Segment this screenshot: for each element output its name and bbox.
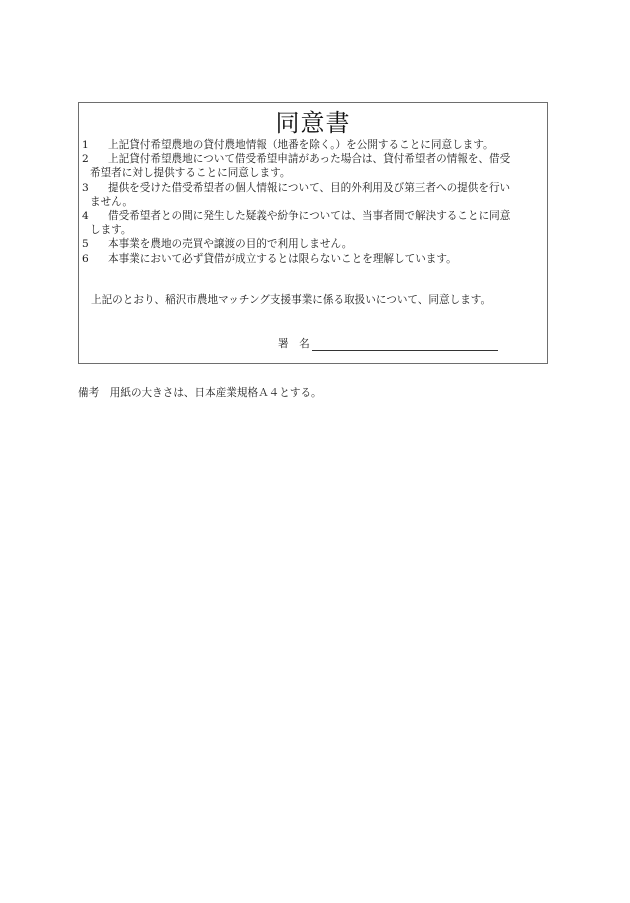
consent-item-3-cont: ません。 (90, 195, 134, 208)
consent-item-4-cont: します。 (90, 224, 132, 237)
remarks-note: 備考 用紙の大きさは、日本産業規格Ａ４とする。 (78, 387, 322, 399)
consent-item-4: 4 借受希望者との間に発生した疑義や紛争については、当事者間で解決することに同意 (82, 210, 511, 223)
signature-line[interactable] (312, 338, 498, 351)
consent-item-3: 3 提供を受けた借受希望者の個人情報について、目的外利用及び第三者への提供を行い (82, 181, 511, 194)
signature-label: 署 名 (278, 338, 310, 350)
consent-item-2: 2 上記貸付希望農地について借受希望申請があった場合は、貸付希望者の情報を、借受 (82, 153, 511, 166)
consent-item-6: 6 本事業において必ず貸借が成立するとは限らないことを理解しています。 (82, 252, 457, 265)
consent-item-1: 1 上記貸付希望農地の貸付農地情報（地番を除く。）を公開することに同意します。 (82, 139, 494, 151)
document-title: 同意書 (275, 109, 351, 137)
signature-field[interactable] (278, 336, 498, 351)
consent-item-2-cont: 希望者に対し提供することに同意します。 (90, 167, 291, 180)
consent-item-5: 5 本事業を農地の売買や譲渡の目的で利用しません。 (82, 238, 353, 251)
closing-statement: 上記のとおり、稲沢市農地マッチング支援事業に係る取扱いについて、同意します。 (91, 294, 492, 306)
consent-items (82, 138, 547, 266)
consent-form-box (78, 102, 548, 364)
